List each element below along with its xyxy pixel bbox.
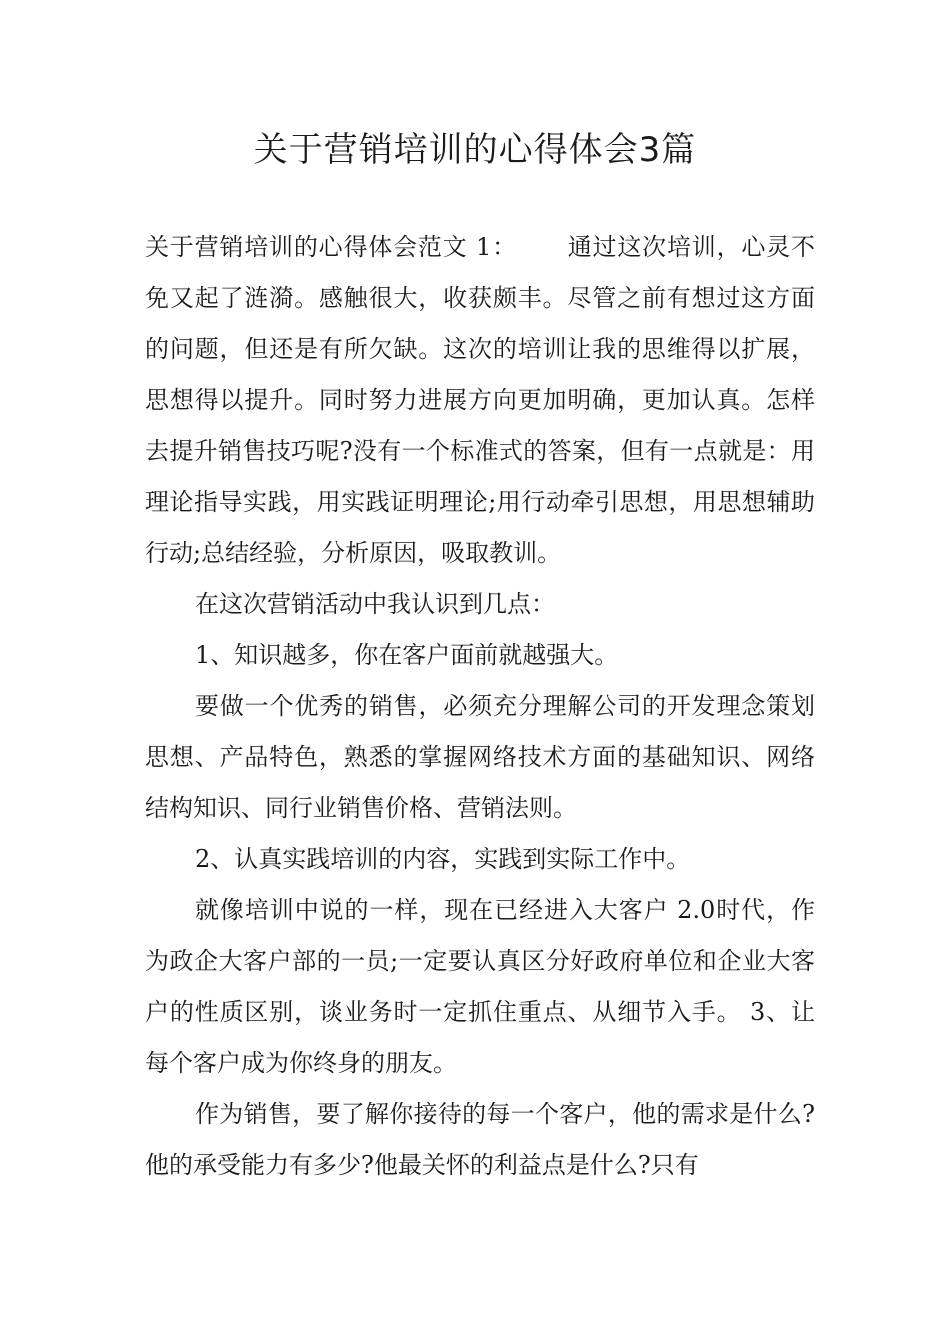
paragraph-point-2-detail: 就像培训中说的一样，现在已经进入大客户 2.0时代，作为政企大客户部的一员;一定要认真区分好政府单位和企业大客户的性质区别，谈业务时一定抓住重点、从细节入手。 3、让每个客户成为你终身的朋友。 — [145, 896, 815, 1077]
paragraph-point-2: 2、认真实践培训的内容，实践到实际工作中。 — [195, 845, 691, 873]
intro-text: 通过这次培训，心灵不免又起了涟漪。感触很大，收获颇丰。尽管之前有想过这方面的问题，但还是有所欠缺。这次的培训让我的思维得以扩展，思想得以提升。同时努力进展方向更加明确，更加认真。怎样去提升销售技巧呢?没有一个标准式的答案，但有一点就是：用理论指导实践，用实践证明理论;用行动牵引思想，用思想辅助行动;总结经验，分析原因，吸取教训。 — [145, 233, 816, 567]
paragraph-point-3-detail: 作为销售，要了解你接待的每一个客户，他的需求是什么?他的承受能力有多少?他最关怀的利益点是什么?只有 — [145, 1100, 815, 1179]
intro-paragraph — [145, 222, 815, 579]
paragraph-point-1: 1、知识越多，你在客户面前就越强大。 — [195, 641, 619, 669]
intro-label: 关于营销培训的心得体会范文 1： — [145, 233, 517, 261]
document-body — [145, 222, 815, 1191]
paragraph-points-intro: 在这次营销活动中我认识到几点： — [195, 590, 555, 618]
document-title: 关于营销培训的心得体会3篇 — [253, 130, 697, 170]
paragraph-point-1-detail: 要做一个优秀的销售，必须充分理解公司的开发理念策划思想、产品特色，熟悉的掌握网络技术方面的基础知识、网络结构知识、同行业销售价格、营销法则。 — [145, 692, 815, 822]
